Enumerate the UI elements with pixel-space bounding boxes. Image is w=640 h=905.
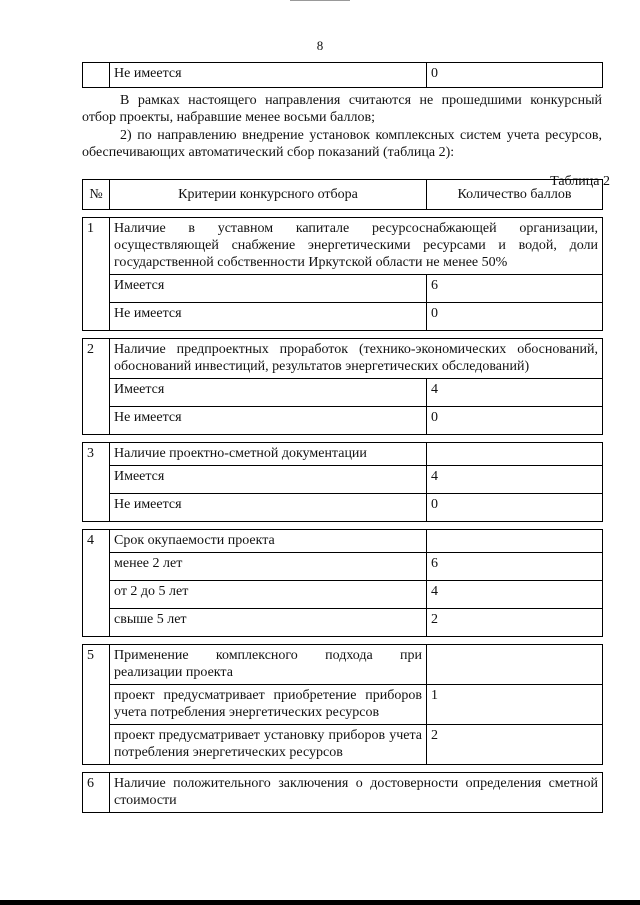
scan-edge: [0, 900, 640, 905]
option-row: [83, 553, 603, 581]
option-row: [83, 379, 603, 407]
option-row: [83, 303, 603, 331]
criterion-row: [83, 339, 603, 379]
option-row: [83, 581, 603, 609]
criterion-row: [83, 530, 603, 553]
row-separator: [83, 765, 603, 773]
criterion-row: [83, 645, 603, 685]
option-score: 0: [427, 303, 603, 331]
option-score: 6: [427, 275, 603, 303]
criterion-score-empty: [427, 645, 603, 685]
row-separator: [83, 435, 603, 443]
criteria-table: [82, 179, 603, 813]
separator-cell: [83, 435, 603, 443]
option-row: [83, 494, 603, 522]
score-cell: 0: [427, 63, 603, 88]
criterion-score-empty: [427, 443, 603, 466]
option-label: от 2 до 5 лет: [110, 581, 427, 609]
page-number: 8: [316, 38, 324, 53]
criterion-text: Наличие положительного заключения о достоверности определения сметной стоимости: [110, 773, 603, 813]
criterion-score-empty: [427, 530, 603, 553]
criterion-text: Применение комплексного подхода при реализации проекта: [110, 645, 427, 685]
criterion-row: [83, 443, 603, 466]
separator-cell: [83, 637, 603, 645]
row-separator: [83, 210, 603, 218]
option-label: менее 2 лет: [110, 553, 427, 581]
row-separator: [83, 331, 603, 339]
option-label: Не имеется: [110, 407, 427, 435]
option-label: свыше 5 лет: [110, 609, 427, 637]
paragraph-2: [82, 127, 602, 161]
criterion-number: 5: [83, 645, 110, 765]
option-score: 2: [427, 725, 603, 765]
paragraph-1-text: В рамках настоящего направления считаются не прошедшими конкурсный отбор проекты, набравшие менее восьми баллов;: [82, 93, 602, 125]
paragraph-1: [82, 92, 602, 126]
option-row: [83, 407, 603, 435]
criterion-number: 6: [83, 773, 110, 813]
option-score: 2: [427, 609, 603, 637]
table-caption: Таблица 2: [550, 174, 610, 189]
option-score: 4: [427, 466, 603, 494]
criterion-number: 4: [83, 530, 110, 637]
scan-artifact: [290, 0, 350, 1]
separator-cell: [83, 765, 603, 773]
option-row: [83, 725, 603, 765]
row-separator: [83, 522, 603, 530]
table-row: [83, 63, 603, 88]
separator-cell: [83, 331, 603, 339]
option-label: Не имеется: [110, 303, 427, 331]
header-score: Количество баллов: [427, 180, 603, 210]
option-row: [83, 275, 603, 303]
option-label: Не имеется: [110, 494, 427, 522]
paragraph-2-text: 2) по направлению внедрение установок комплексных систем учета ресурсов, обеспечивающих автоматический сбор показаний (таблица 2):: [82, 128, 602, 160]
option-label: Имеется: [110, 466, 427, 494]
option-score: 0: [427, 407, 603, 435]
criterion-number: 1: [83, 218, 110, 331]
criterion-number: 3: [83, 443, 110, 522]
option-label: Имеется: [110, 275, 427, 303]
option-cell: Не имеется: [110, 63, 427, 88]
criterion-number: 2: [83, 339, 110, 435]
separator-cell: [83, 210, 603, 218]
row-separator: [83, 637, 603, 645]
criterion-text: Срок окупаемости проекта: [110, 530, 427, 553]
table-header-row: [83, 180, 603, 210]
separator-cell: [83, 522, 603, 530]
option-label: Имеется: [110, 379, 427, 407]
criterion-text: Наличие в уставном капитале ресурсоснабжающей организации, осуществляющей снабжение энергетическими ресурсами и водой, доли государственной собственности Иркутской области не менее 50%: [110, 218, 603, 275]
previous-table-fragment: [82, 62, 603, 88]
header-number: №: [83, 180, 110, 210]
criterion-text: Наличие проектно-сметной документации: [110, 443, 427, 466]
option-row: [83, 466, 603, 494]
option-label: проект предусматривает приобретение приборов учета потребления энергетических ресурсов: [110, 685, 427, 725]
criterion-row: [83, 773, 603, 813]
option-label: проект предусматривает установку приборов учета потребления энергетических ресурсов: [110, 725, 427, 765]
option-score: 1: [427, 685, 603, 725]
option-score: 4: [427, 379, 603, 407]
option-score: 4: [427, 581, 603, 609]
option-score: 6: [427, 553, 603, 581]
option-row: [83, 609, 603, 637]
option-score: 0: [427, 494, 603, 522]
criterion-text: Наличие предпроектных проработок (технико-экономических обоснований, обоснований инвестиций, результатов энергетических обследований): [110, 339, 603, 379]
criterion-row: [83, 218, 603, 275]
header-criteria: Критерии конкурсного отбора: [110, 180, 427, 210]
number-cell: [83, 63, 110, 88]
option-row: [83, 685, 603, 725]
